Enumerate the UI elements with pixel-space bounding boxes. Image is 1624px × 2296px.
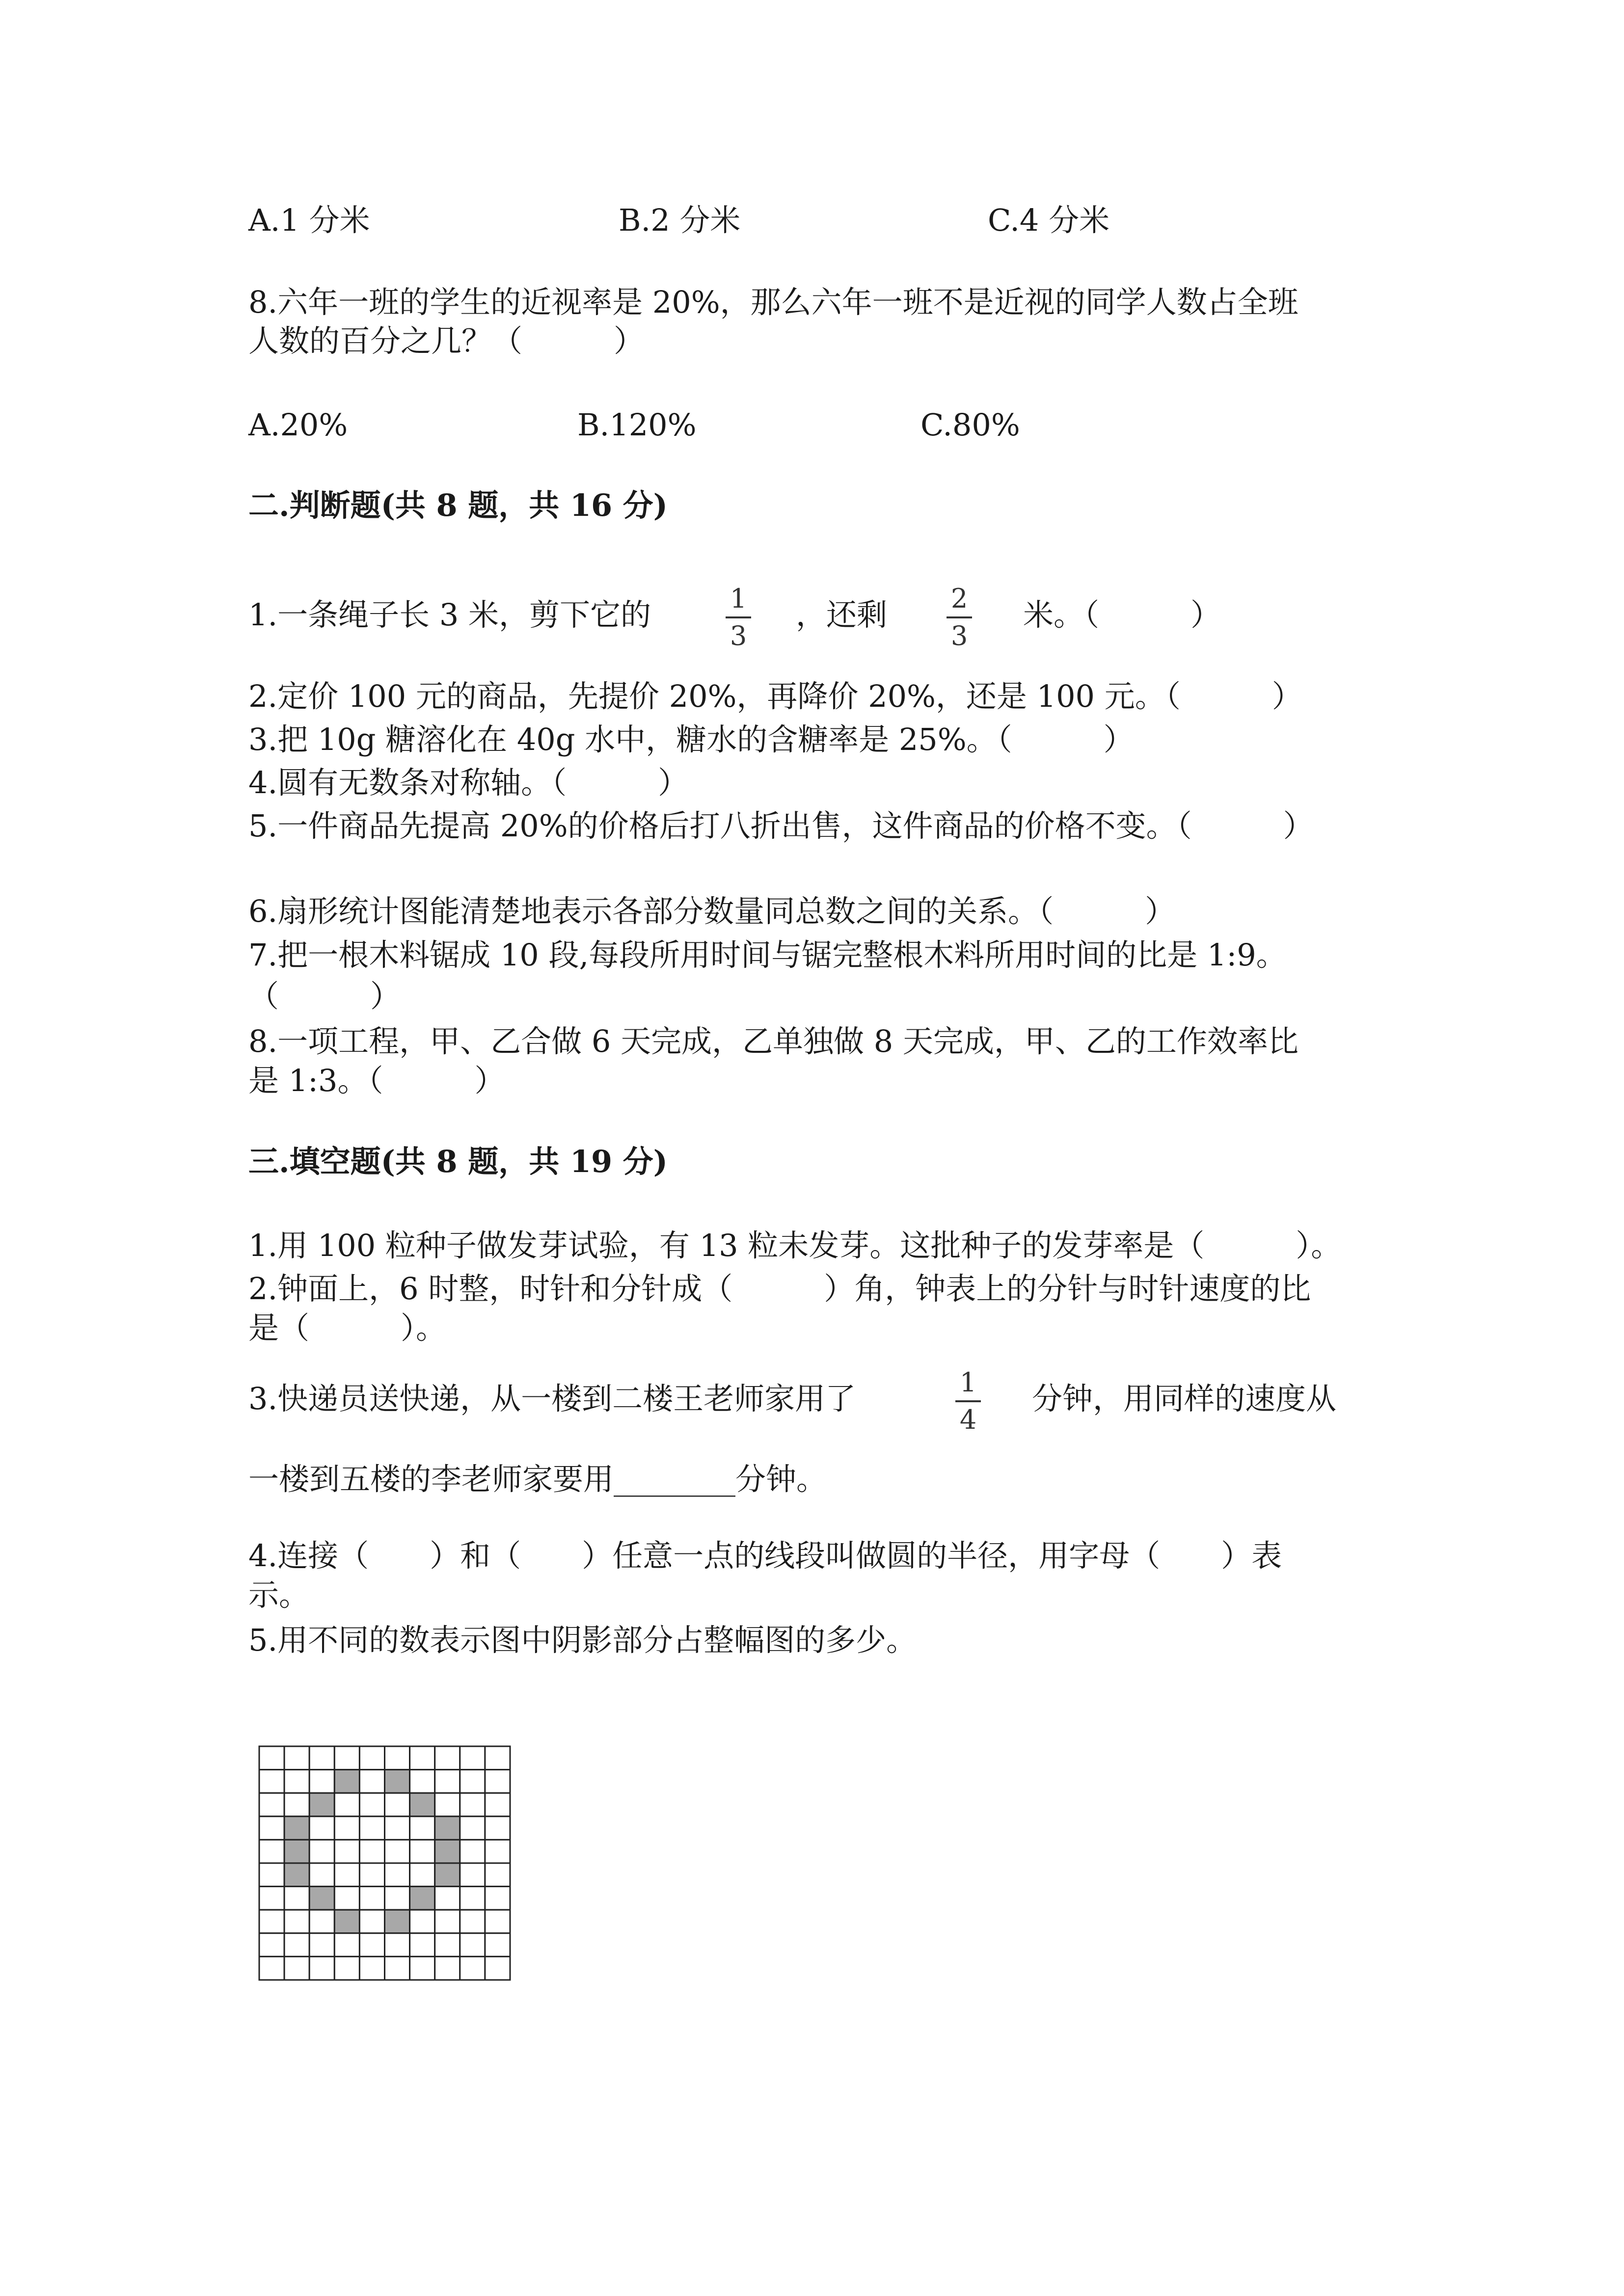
s2-q1-fraction-2 bbox=[945, 584, 974, 651]
fraction-denominator: 3 bbox=[730, 620, 747, 651]
grid-cell-shaded bbox=[410, 1887, 435, 1910]
grid-cell bbox=[259, 1863, 284, 1887]
grid-cell bbox=[485, 1956, 510, 1980]
grid-cell bbox=[259, 1887, 284, 1910]
s2-q1-part-a: 1.一条绳子长 3 米，剪下它的 bbox=[248, 597, 651, 633]
s3-q3-fraction bbox=[953, 1368, 983, 1435]
s3-q3-part-a: 3.快递员送快递，从一楼到二楼王老师家用了 bbox=[248, 1381, 856, 1416]
grid-cell bbox=[259, 1770, 284, 1793]
s3-q1: 1.用 100 粒种子做发芽试验，有 13 粒未发芽。这批种子的发芽率是（ ）。 bbox=[248, 1228, 1342, 1263]
s3-q3-part-b: 分钟，用同样的速度从 bbox=[1032, 1381, 1337, 1416]
grid-cell bbox=[460, 1816, 485, 1840]
grid-cell bbox=[309, 1910, 334, 1933]
grid-cell-shaded bbox=[435, 1816, 460, 1840]
grid-cell bbox=[435, 1770, 460, 1793]
grid-cell bbox=[284, 1746, 309, 1770]
grid-cell bbox=[410, 1933, 435, 1957]
q8-text-line1: 8.六年一班的学生的近视率是 20%，那么六年一班不是近视的同学人数占全班 bbox=[248, 284, 1299, 320]
grid-cell bbox=[385, 1863, 410, 1887]
grid-cell bbox=[359, 1816, 384, 1840]
s2-q6: 6.扇形统计图能清楚地表示各部分数量同总数之间的关系。（ ） bbox=[248, 893, 1176, 929]
s2-q3: 3.把 10g 糖溶化在 40g 水中，糖水的含糖率是 25%。（ ） bbox=[248, 721, 1134, 757]
grid-cell bbox=[485, 1793, 510, 1816]
grid-cell bbox=[485, 1887, 510, 1910]
q8-option-b: B.120% bbox=[577, 407, 697, 443]
grid-cell bbox=[485, 1746, 510, 1770]
grid-cell bbox=[334, 1956, 359, 1980]
grid-cell bbox=[259, 1816, 284, 1840]
grid-cell bbox=[435, 1910, 460, 1933]
q8-option-c: C.80% bbox=[920, 407, 1020, 443]
grid-cell bbox=[359, 1793, 384, 1816]
section3-title: 三.填空题(共 8 题，共 19 分) bbox=[248, 1144, 668, 1179]
s3-q4-line1: 4.连接（ ）和（ ）任意一点的线段叫做圆的半径，用字母（ ）表 bbox=[248, 1538, 1282, 1574]
grid-cell-shaded bbox=[435, 1863, 460, 1887]
grid-cell bbox=[385, 1956, 410, 1980]
grid-cell bbox=[309, 1746, 334, 1770]
grid-cell bbox=[460, 1770, 485, 1793]
fraction-numerator: 1 bbox=[730, 583, 747, 614]
grid-cell bbox=[334, 1840, 359, 1863]
grid-cell bbox=[385, 1816, 410, 1840]
grid-cell bbox=[259, 1793, 284, 1816]
grid-cell bbox=[460, 1840, 485, 1863]
s2-q1-part-c: 米。（ ） bbox=[1023, 597, 1221, 633]
grid-cell bbox=[410, 1910, 435, 1933]
q8-text-line2: 人数的百分之几？（ ） bbox=[248, 323, 645, 359]
grid-cell-shaded bbox=[410, 1793, 435, 1816]
grid-cell bbox=[334, 1816, 359, 1840]
grid-cell bbox=[385, 1746, 410, 1770]
s2-q5: 5.一件商品先提高 20%的价格后打八折出售，这件商品的价格不变。（ ） bbox=[248, 808, 1314, 844]
grid-cell bbox=[385, 1933, 410, 1957]
s3-q4-line2: 示。 bbox=[248, 1577, 310, 1613]
grid-cell-shaded bbox=[309, 1887, 334, 1910]
grid-cell bbox=[485, 1840, 510, 1863]
grid-cell bbox=[334, 1793, 359, 1816]
s3-q5: 5.用不同的数表示图中阴影部分占整幅图的多少。 bbox=[248, 1622, 917, 1658]
grid-cell bbox=[435, 1887, 460, 1910]
s3-q2-line1: 2.钟面上，6 时整，时针和分针成（ ）角，钟表上的分针与时针速度的比 bbox=[248, 1271, 1311, 1307]
grid-cell-shaded bbox=[284, 1863, 309, 1887]
grid-cell-shaded bbox=[385, 1770, 410, 1793]
s2-q2: 2.定价 100 元的商品，先提价 20%，再降价 20%，还是 100 元。（ ） bbox=[248, 678, 1302, 714]
grid-cell bbox=[309, 1863, 334, 1887]
grid-cell bbox=[460, 1863, 485, 1887]
grid-cell bbox=[309, 1956, 334, 1980]
fraction-bar bbox=[955, 1400, 981, 1402]
q8-option-a: A.20% bbox=[248, 407, 348, 443]
grid-cell bbox=[485, 1816, 510, 1840]
grid-cell bbox=[309, 1933, 334, 1957]
grid-cell bbox=[284, 1933, 309, 1957]
section2-title: 二.判断题(共 8 题，共 16 分) bbox=[248, 487, 668, 523]
grid-cell bbox=[410, 1863, 435, 1887]
grid-svg bbox=[258, 1745, 511, 1981]
grid-cell bbox=[460, 1910, 485, 1933]
grid-cell bbox=[309, 1770, 334, 1793]
grid-cell-shaded bbox=[284, 1816, 309, 1840]
grid-cell bbox=[359, 1863, 384, 1887]
grid-cell-shaded bbox=[334, 1910, 359, 1933]
grid-cell bbox=[359, 1746, 384, 1770]
grid-cell bbox=[385, 1793, 410, 1816]
q7-option-a: A.1 分米 bbox=[248, 202, 370, 238]
grid-cell bbox=[435, 1933, 460, 1957]
grid-cell bbox=[259, 1746, 284, 1770]
s2-q7-line1: 7.把一根木料锯成 10 段,每段所用时间与锯完整根木料所用时间的比是 1:9。 bbox=[248, 937, 1287, 973]
s2-q8-line1: 8.一项工程，甲、乙合做 6 天完成，乙单独做 8 天完成，甲、乙的工作效率比 bbox=[248, 1023, 1299, 1059]
grid-cell bbox=[259, 1840, 284, 1863]
fraction-bar bbox=[726, 616, 751, 618]
grid-cell-shaded bbox=[385, 1910, 410, 1933]
grid-cell-shaded bbox=[435, 1840, 460, 1863]
s2-q1-part-b: ，还剩 bbox=[796, 597, 888, 633]
grid-cell bbox=[435, 1793, 460, 1816]
grid-cell-shaded bbox=[284, 1840, 309, 1863]
grid-cell bbox=[435, 1956, 460, 1980]
grid-cell bbox=[485, 1770, 510, 1793]
s2-q4: 4.圆有无数条对称轴。（ ） bbox=[248, 765, 689, 801]
grid-cell bbox=[359, 1887, 384, 1910]
grid-cell bbox=[359, 1770, 384, 1793]
s2-q1-fraction-1 bbox=[724, 584, 753, 651]
grid-cell-shaded bbox=[334, 1770, 359, 1793]
grid-cell bbox=[284, 1887, 309, 1910]
grid-cell bbox=[410, 1816, 435, 1840]
grid-cell bbox=[259, 1910, 284, 1933]
grid-cell bbox=[460, 1956, 485, 1980]
grid-cell bbox=[259, 1956, 284, 1980]
fraction-numerator: 1 bbox=[959, 1367, 977, 1398]
grid-cell bbox=[359, 1840, 384, 1863]
grid-cell bbox=[385, 1840, 410, 1863]
grid-cell bbox=[359, 1956, 384, 1980]
grid-cell bbox=[485, 1910, 510, 1933]
grid-cell-shaded bbox=[309, 1793, 334, 1816]
grid-cell bbox=[284, 1793, 309, 1816]
grid-cell bbox=[334, 1746, 359, 1770]
grid-cell bbox=[410, 1746, 435, 1770]
s2-q8-line2: 是 1:3。（ ） bbox=[248, 1063, 505, 1098]
grid-cell bbox=[359, 1910, 384, 1933]
fraction-numerator: 2 bbox=[950, 583, 968, 614]
grid-cell bbox=[385, 1887, 410, 1910]
s3-q3-line2: 一楼到五楼的李老师家要用________分钟。 bbox=[248, 1461, 827, 1497]
q7-option-c: C.4 分米 bbox=[988, 202, 1110, 238]
q7-option-b: B.2 分米 bbox=[619, 202, 741, 238]
grid-cell bbox=[309, 1816, 334, 1840]
grid-cell bbox=[485, 1933, 510, 1957]
grid-cell bbox=[410, 1840, 435, 1863]
grid-cell bbox=[435, 1746, 460, 1770]
grid-cell bbox=[460, 1793, 485, 1816]
grid-cell bbox=[284, 1956, 309, 1980]
grid-cell bbox=[460, 1887, 485, 1910]
shaded-grid-figure bbox=[258, 1745, 511, 1981]
grid-cell bbox=[259, 1933, 284, 1957]
grid-cell bbox=[410, 1770, 435, 1793]
grid-cell bbox=[284, 1770, 309, 1793]
fraction-denominator: 4 bbox=[959, 1404, 977, 1435]
fraction-bar bbox=[947, 616, 972, 618]
grid-cell bbox=[410, 1956, 435, 1980]
grid-cell bbox=[309, 1840, 334, 1863]
grid-cell bbox=[334, 1887, 359, 1910]
grid-cell bbox=[334, 1863, 359, 1887]
grid-cell bbox=[284, 1910, 309, 1933]
fraction-denominator: 3 bbox=[950, 620, 968, 651]
grid-cell bbox=[460, 1933, 485, 1957]
grid-cell bbox=[460, 1746, 485, 1770]
grid-cell bbox=[334, 1933, 359, 1957]
s2-q7-line2: （ ） bbox=[248, 978, 401, 1014]
grid-cell bbox=[485, 1863, 510, 1887]
grid-cell bbox=[359, 1933, 384, 1957]
s3-q2-line2: 是（ ）。 bbox=[248, 1310, 447, 1346]
